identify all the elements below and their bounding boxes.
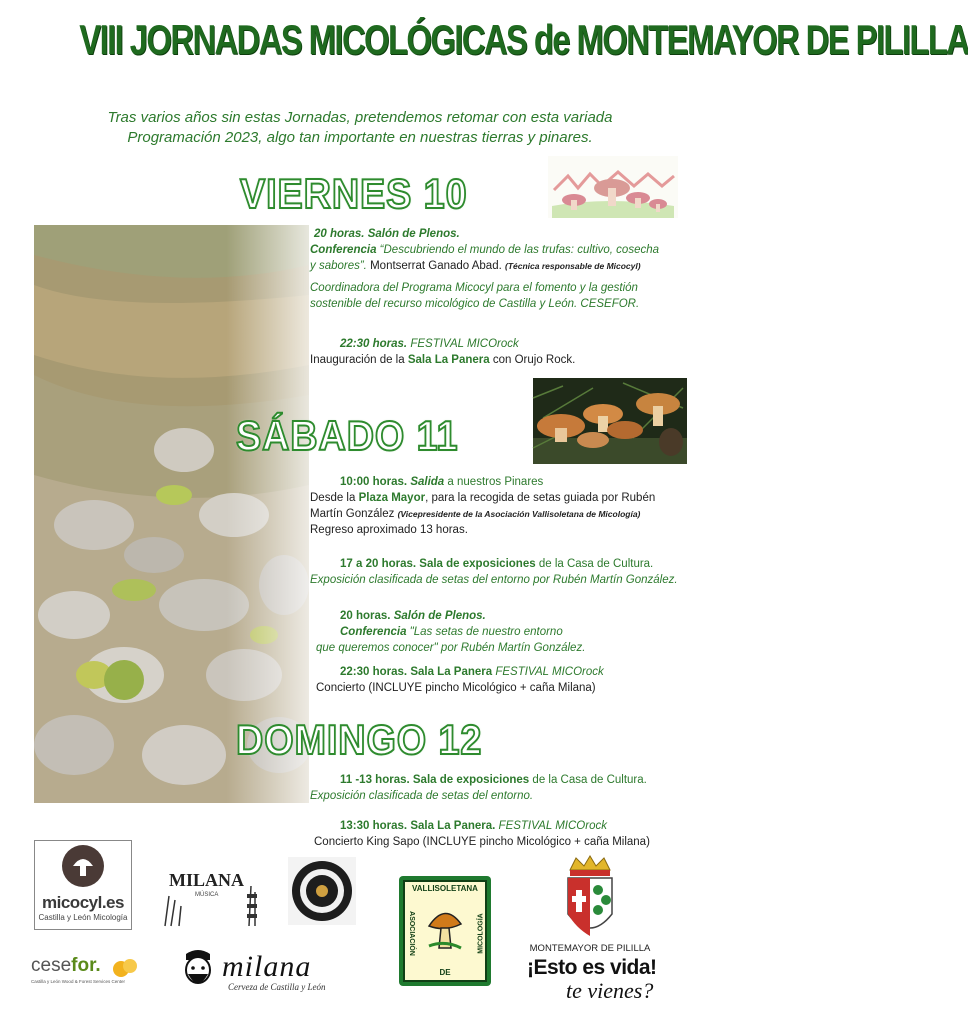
viernes-e1-label: Conferencia <box>310 244 377 256</box>
sabado-e1-b2: (Vicepresidente de la Asociación Vallisoletana de Micología) <box>397 509 641 519</box>
domingo-event-exposicion <box>310 772 700 804</box>
domingo-e1-desc: Exposición clasificada de setas del entorno. <box>310 790 534 802</box>
slogan-line-2: te vienes? <box>566 978 654 1003</box>
viernes-e1-desc-a: Coordinadora del Programa Micocyl para el fomento y la gestión <box>310 282 638 294</box>
milana-music-sub: MÚSICA <box>195 892 219 898</box>
sabado-event-festival <box>310 664 700 696</box>
asoc-top: VALLISOLETANA <box>412 884 478 893</box>
viernes-e1-title-b: y sabores”. <box>310 260 367 272</box>
milana-beer-name: milana <box>222 950 312 983</box>
viernes-e2-desc-a: Inauguración de la <box>310 354 405 366</box>
heading-viernes: VIERNES 10 <box>240 170 468 217</box>
viernes-event-festival <box>310 336 690 368</box>
sabado-e1-a1: Desde la <box>310 492 356 504</box>
cesefor-leaf-icon <box>111 957 139 979</box>
sabado-e2-casa: de la Casa de Cultura. <box>538 558 654 570</box>
viernes-e1-title-a: “Descubriendo el mundo de las trufas: cultivo, cosecha <box>379 244 660 256</box>
sabado-event-exposicion <box>310 556 700 588</box>
cesefor-logo <box>31 955 143 991</box>
intro-line-2: Programación 2023, algo tan importante en nuestras tierras y pinares. <box>127 129 593 146</box>
intro-text <box>40 108 680 148</box>
micocyl-name: micocyl.es <box>42 893 124 912</box>
town-coat-of-arms-icon <box>564 856 616 942</box>
sabado-e3-place: Salón de Plenos. <box>393 610 486 622</box>
sabado-e1-time: 10:00 horas. <box>340 476 408 488</box>
viernes-e2-desc-b: Sala La Panera <box>407 354 490 366</box>
sabado-e3-title-b: que queremos conocer" <box>316 642 438 654</box>
milana-beer-sub: Cerveza de Castilla y León <box>228 982 326 992</box>
micocyl-sub: Castilla y León Micología <box>38 913 128 922</box>
viernes-event-conferencia <box>310 226 690 312</box>
asoc-bottom: DE <box>439 968 451 977</box>
heading-sabado: SÁBADO 11 <box>236 412 459 459</box>
sabado-e2-sala: Sala de exposiciones <box>419 558 536 570</box>
sabado-e2-time: 17 a 20 horas. <box>340 558 417 570</box>
sabado-e3-label: Conferencia <box>340 626 407 638</box>
milana-music-name: MILANA <box>169 870 244 890</box>
domingo-e1-casa: de la Casa de Cultura. <box>532 774 647 786</box>
sabado-e2-x1: Exposición clasificada de setas <box>310 574 470 586</box>
town-name: MONTEMAYOR DE PILILLA <box>529 943 651 954</box>
milana-music-logo <box>155 860 267 926</box>
sabado-e1-a2: Plaza Mayor <box>358 492 426 504</box>
viernes-e1-desc-b: sostenible del recurso micológico de Castilla y León. CESEFOR. <box>310 298 640 310</box>
heading-domingo: DOMINGO 12 <box>236 716 483 763</box>
domingo-e2-fest: FESTIVAL MICOrock <box>498 820 607 832</box>
domingo-e2-desc: Concierto King Sapo (INCLUYE pincho Micológico + caña Milana) <box>314 836 650 848</box>
viernes-e2-time: 22:30 horas. <box>340 338 408 350</box>
mushroom-drawing-illustration <box>548 156 678 218</box>
asoc-right: MICOLOGÍA <box>477 913 485 954</box>
sabado-e3-title-a: "Las setas de nuestro entorno <box>409 626 563 638</box>
cesefor-sub: Castilla y León Wood & Forest Services Center <box>31 979 125 984</box>
reeds-icon <box>155 886 267 926</box>
sabado-event-salida <box>310 474 700 538</box>
sabado-event-conferencia <box>310 608 700 656</box>
domingo-e2-time: 13:30 horas. Sala La Panera. <box>340 820 496 832</box>
cesefor-name-a: cese <box>31 955 72 976</box>
sabado-e3-speaker: por Rubén Martín González. <box>440 642 586 654</box>
sabado-e4-fest: FESTIVAL MICOrock <box>495 666 604 678</box>
mushroom-icon <box>425 906 465 952</box>
mushroom-photo <box>533 378 687 464</box>
sabado-e1-a3: , para la recogida de setas guiada por Rubén <box>425 492 656 504</box>
slogan-line-1: ¡Esto es vida! <box>527 956 657 979</box>
sabado-e1-b1: Martín González <box>310 508 395 520</box>
micocyl-symbol-icon <box>61 844 105 888</box>
sabado-e1-c: Regreso aproximado 13 horas. <box>310 524 468 536</box>
viernes-e2-desc-c: con Orujo Rock. <box>492 354 576 366</box>
intro-line-1: Tras varios años sin estas Jornadas, pretendemos retomar con esta variada <box>107 109 613 126</box>
sabado-e1-dest: a nuestros Pinares <box>447 476 544 488</box>
viernes-e2-fest: FESTIVAL MICOrock <box>410 338 519 350</box>
viernes-e1-speaker: Montserrat Ganado Abad. <box>370 260 502 272</box>
viernes-e1-role: (Técnica responsable de Micocyl) <box>505 261 641 271</box>
sabado-e4-desc: Concierto (INCLUYE pincho Micológico + caña Milana) <box>316 682 596 694</box>
milana-beer-logo <box>180 948 360 998</box>
sabado-e2-x2: del entorno por Rubén Martín González. <box>472 574 678 586</box>
concurso-seal-logo <box>288 857 356 925</box>
face-icon <box>180 948 216 992</box>
sabado-e1-salida: Salida <box>410 476 445 488</box>
domingo-event-festival <box>310 818 710 850</box>
sabado-e3-time: 20 horas. <box>340 610 391 622</box>
asoc-left: ASOCIACIÓN <box>407 911 415 956</box>
micocyl-logo <box>34 840 132 930</box>
viernes-e1-time: 20 horas. Salón de Plenos. <box>314 228 460 240</box>
sabado-e4-time: 22:30 horas. Sala La Panera <box>340 666 493 678</box>
asociacion-micologia-logo <box>399 876 491 986</box>
cesefor-name-b: for. <box>71 955 101 976</box>
domingo-e1-time: 11 -13 horas. Sala de exposiciones <box>340 774 530 786</box>
poster-title: VIII JORNADAS MICOLÓGICAS de MONTEMAYOR DE PILILLA <box>79 16 968 63</box>
